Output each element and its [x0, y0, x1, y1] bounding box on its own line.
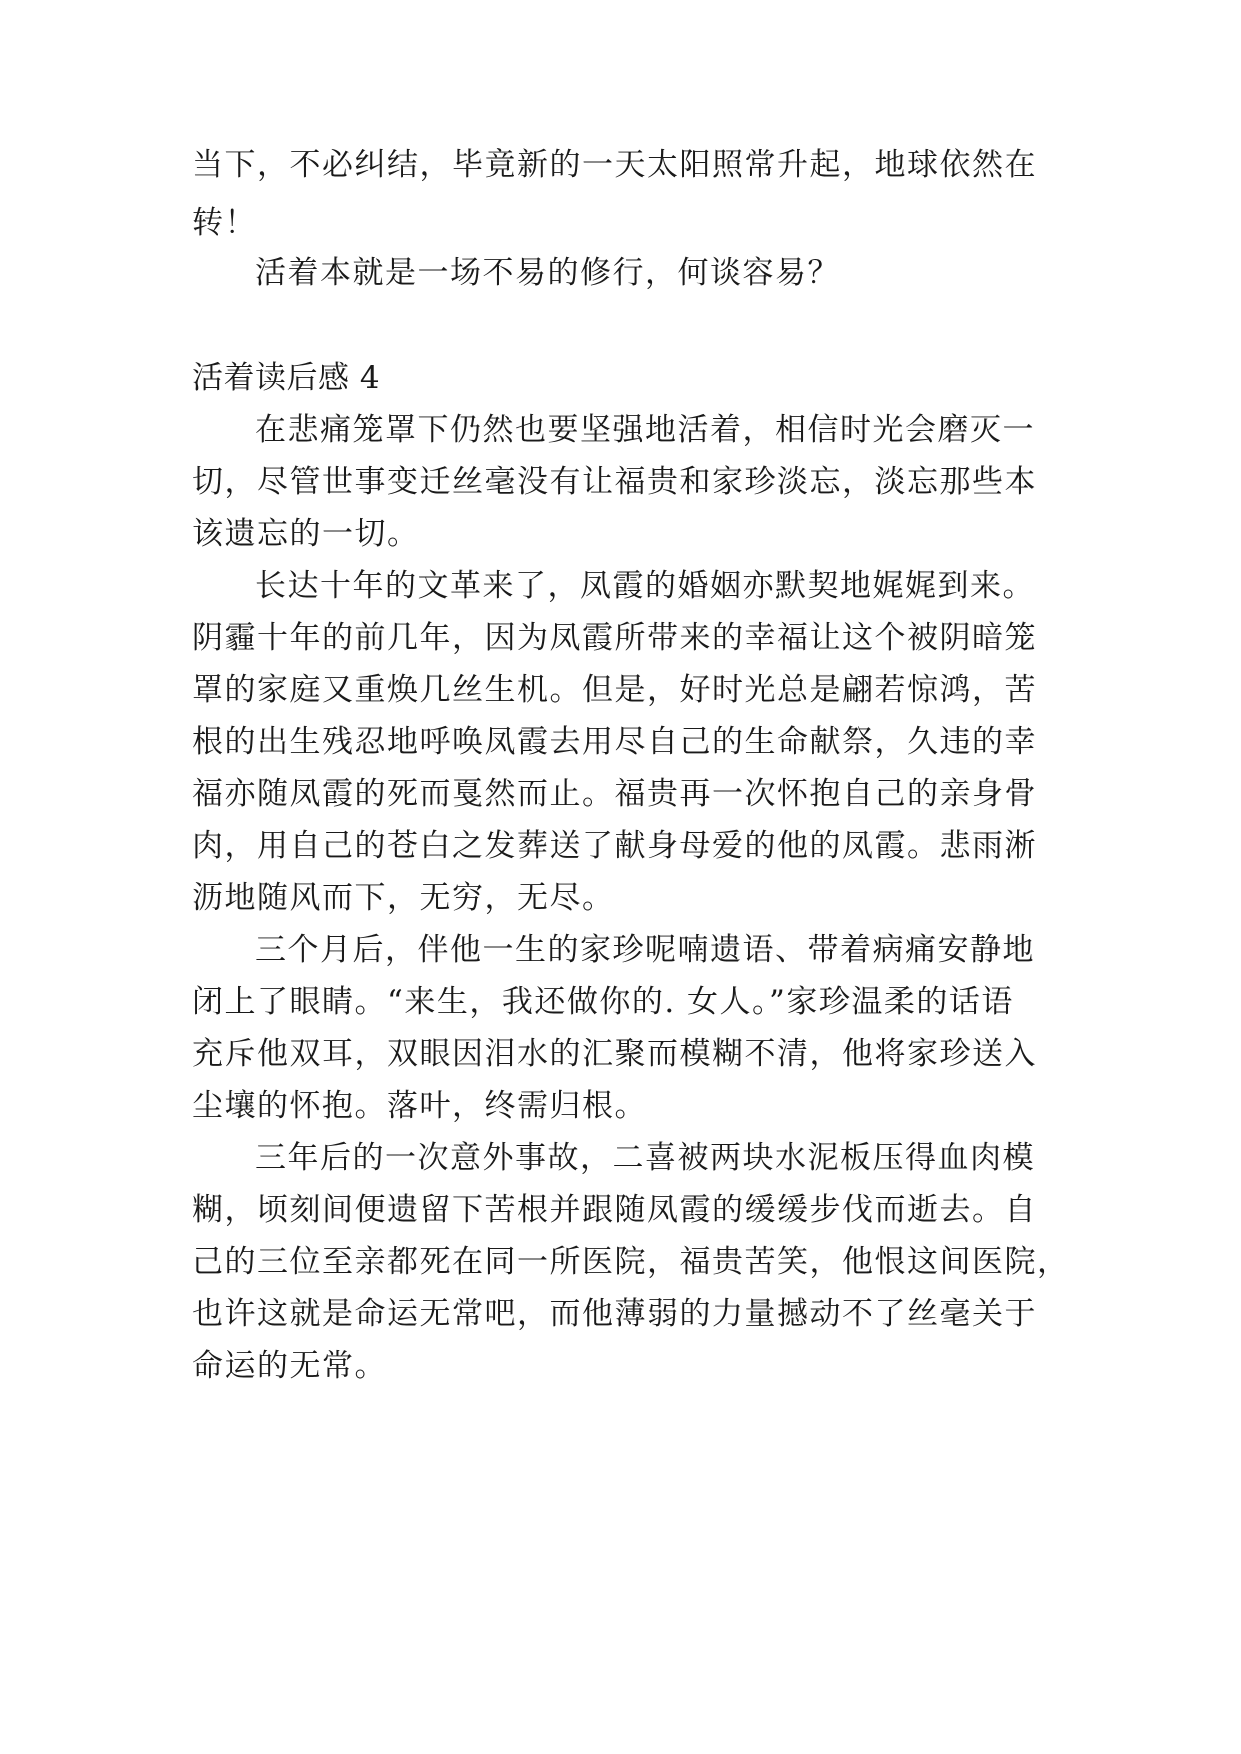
paragraph-line: 在悲痛笼罩下仍然也要坚强地活着，相信时光会磨灭一 — [255, 412, 1035, 448]
paragraph-line: 根的出生残忍地呼唤凤霞去用尽自己的生命献祭，久违的幸 — [192, 724, 1037, 760]
paragraph-line: 活着本就是一场不易的修行，何谈容易？ — [255, 255, 840, 291]
paragraph-line: 也许这就是命运无常吧，而他薄弱的力量撼动不了丝毫关于 — [192, 1296, 1037, 1332]
paragraph-line: 肉，用自己的苍白之发葬送了献身母爱的他的凤霞。悲雨淅 — [192, 828, 1037, 864]
paragraph-line: 当下，不必纠结，毕竟新的一天太阳照常升起，地球依然在 — [192, 147, 1037, 183]
paragraph-line: 沥地随风而下，无穷，无尽。 — [192, 880, 615, 916]
paragraph-line: 转！ — [192, 205, 257, 241]
paragraph-line: 己的三位至亲都死在同一所医院，福贵苦笑，他恨这间医院， — [192, 1244, 1070, 1280]
paragraph-line: 三年后的一次意外事故，二喜被两块水泥板压得血肉模 — [255, 1140, 1035, 1176]
paragraph-line: 阴霾十年的前几年，因为凤霞所带来的幸福让这个被阴暗笼 — [192, 620, 1037, 656]
section-heading: 活着读后感 4 — [192, 360, 381, 396]
paragraph-line: 切，尽管世事变迁丝毫没有让福贵和家珍淡忘，淡忘那些本 — [192, 464, 1037, 500]
paragraph-line: 命运的无常。 — [192, 1348, 387, 1384]
paragraph-line: 长达十年的文革来了，凤霞的婚姻亦默契地娓娓到来。 — [255, 568, 1035, 604]
paragraph-line: 充斥他双耳，双眼因泪水的汇聚而模糊不清，他将家珍送入 — [192, 1036, 1037, 1072]
paragraph-line: 糊，顷刻间便遗留下苦根并跟随凤霞的缓缓步伐而逝去。自 — [192, 1192, 1037, 1228]
paragraph-line: 尘壤的怀抱。落叶，终需归根。 — [192, 1088, 647, 1124]
paragraph-line: 该遗忘的一切。 — [192, 516, 420, 552]
paragraph-line: 闭上了眼睛。“来生，我还做你的. 女人。”家珍温柔的话语 — [192, 984, 1014, 1020]
paragraph-line: 三个月后，伴他一生的家珍呢喃遗语、带着病痛安静地 — [255, 932, 1035, 968]
paragraph-line: 罩的家庭又重焕几丝生机。但是，好时光总是翩若惊鸿，苦 — [192, 672, 1037, 708]
paragraph-line: 福亦随凤霞的死而戛然而止。福贵再一次怀抱自己的亲身骨 — [192, 776, 1037, 812]
